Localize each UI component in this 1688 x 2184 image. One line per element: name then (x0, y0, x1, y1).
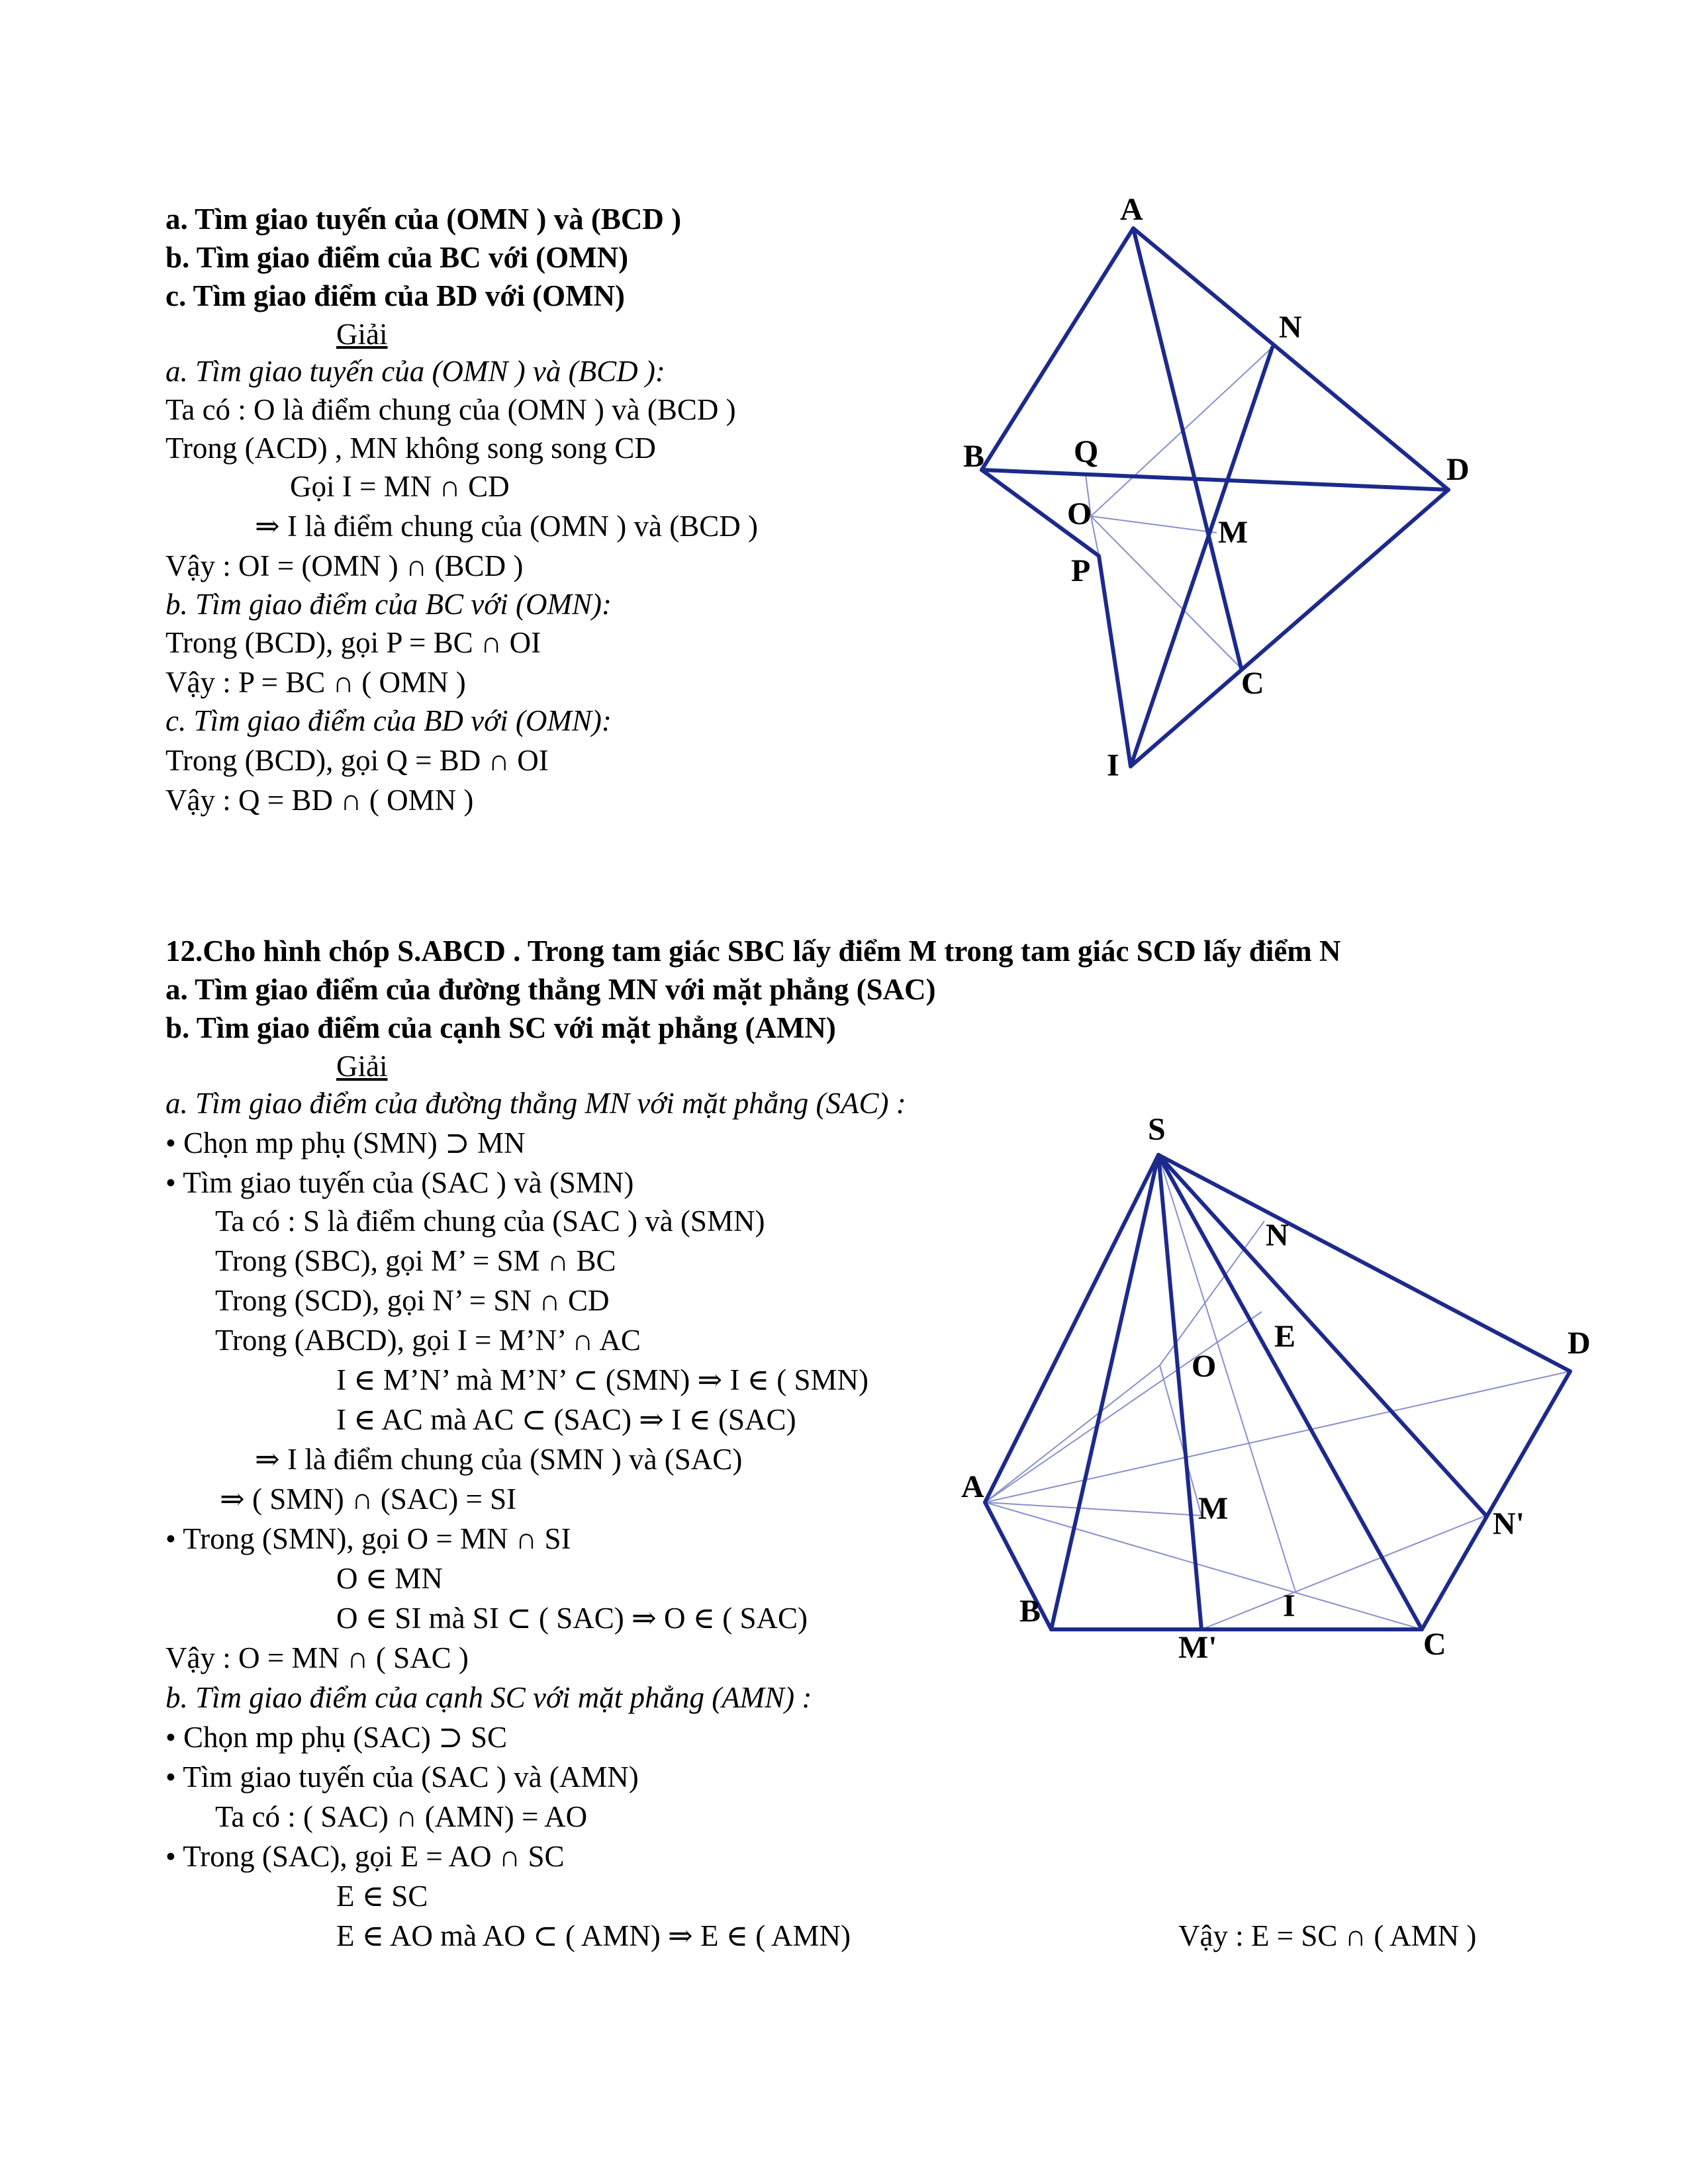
label-B: B (963, 439, 985, 474)
p12-line: • Tìm giao tuyến của (SAC ) và (SMN) (165, 1166, 634, 1199)
p12-solution-heading: Giải (336, 1050, 388, 1083)
label-N: N (1279, 310, 1302, 345)
p12-line: • Chọn mp phụ (SMN) ⊃ MN (165, 1126, 526, 1160)
edge-SA (985, 1155, 1158, 1502)
p11-line: a. Tìm giao tuyến của (OMN ) và (BCD ): (165, 355, 665, 388)
p12-line: ⇒ I là điểm chung của (SMN ) và (SAC) (255, 1443, 743, 1476)
p12-line: ⇒ ( SMN) ∩ (SAC) = SI (220, 1482, 517, 1516)
label-D: D (1568, 1326, 1591, 1361)
edge-SNp (1158, 1155, 1486, 1516)
p12-line: • Trong (SMN), gọi O = MN ∩ SI (165, 1522, 571, 1555)
p12-line: • Tìm giao tuyến của (SAC ) và (AMN) (165, 1760, 639, 1794)
label-Q: Q (1074, 434, 1099, 469)
p11-line: Trong (ACD) , MN không song song CD (165, 432, 656, 465)
p12-line: I ∈ M’N’ mà M’N’ ⊂ (SMN) ⇒ I ∈ ( SMN) (336, 1363, 869, 1396)
p11-line: Gọi I = MN ∩ CD (290, 470, 510, 503)
p12-line: Vậy : O = MN ∩ ( SAC ) (165, 1641, 469, 1674)
p11-line: b. Tìm giao điểm của BC với (OMN): (165, 588, 612, 621)
label-M: M (1198, 1491, 1229, 1526)
p11-line: c. Tìm giao điểm của BD với (OMN): (165, 704, 612, 737)
label-N-prime: N' (1493, 1506, 1524, 1541)
p11-line: Vậy : Q = BD ∩ ( OMN ) (165, 784, 474, 817)
p12-line: Ta có : S là điểm chung của (SAC ) và (SMN) (215, 1205, 765, 1238)
p11-solution-heading: Giải (336, 318, 388, 351)
aux-line-AM (985, 1502, 1201, 1516)
label-A: A (1120, 192, 1143, 227)
p11-line: ⇒ I là điểm chung của (OMN ) và (BCD ) (255, 510, 759, 543)
p11-line: Trong (BCD), gọi Q = BD ∩ OI (165, 744, 549, 777)
label-D: D (1446, 452, 1470, 487)
p12-line: Trong (SBC), gọi M’ = SM ∩ BC (215, 1244, 616, 1277)
label-M: M (1218, 515, 1248, 550)
label-E: E (1274, 1319, 1296, 1354)
p12-question-b: b. Tìm giao điểm của cạnh SC với mặt phẳng (AMN) (165, 1011, 836, 1044)
p11-line: Trong (BCD), gọi P = BC ∩ OI (165, 626, 541, 659)
p11-line: Vậy : P = BC ∩ ( OMN ) (165, 666, 466, 699)
edge-AB (985, 1502, 1051, 1629)
label-P: P (1071, 553, 1091, 588)
edge-CD (1422, 1371, 1570, 1629)
p12-line: E ∈ SC (336, 1880, 428, 1913)
p12-line: • Trong (SAC), gọi E = AO ∩ SC (165, 1840, 565, 1873)
p11-question-c: c. Tìm giao điểm của BD với (OMN) (165, 279, 626, 312)
p12-problem: 12.Cho hình chóp S.ABCD . Trong tam giác SBC lấy điểm M trong tam giác SCD lấy điểm N (165, 934, 1341, 968)
edge-SB (1051, 1155, 1158, 1629)
label-I: I (1283, 1588, 1295, 1623)
p11-line: Ta có : O là điểm chung của (OMN ) và (BCD ) (165, 393, 736, 426)
label-N: N (1266, 1218, 1289, 1253)
label-M-prime: M' (1178, 1630, 1217, 1665)
p12-line: O ∈ SI mà SI ⊂ ( SAC) ⇒ O ∈ ( SAC) (336, 1602, 808, 1635)
p12-line: O ∈ MN (336, 1562, 443, 1595)
p12-line: • Chọn mp phụ (SAC) ⊃ SC (165, 1721, 508, 1754)
p12-question-a: a. Tìm giao điểm của đường thẳng MN với mặt phẳng (SAC) (165, 973, 936, 1006)
p12-line: a. Tìm giao điểm của đường thẳng MN với mặt phẳng (SAC) : (165, 1087, 906, 1120)
p12-line: Vậy : E = SC ∩ ( AMN ) (1178, 1919, 1477, 1952)
p12-line: b. Tìm giao điểm của cạnh SC với mặt phẳng (AMN) : (165, 1681, 812, 1714)
p11-question-a: a. Tìm giao tuyến của (OMN ) và (BCD ) (165, 203, 682, 236)
p12-line: Trong (SCD), gọi N’ = SN ∩ CD (215, 1284, 610, 1317)
label-O: O (1192, 1349, 1217, 1384)
aux-line-MpNp (1201, 1516, 1486, 1629)
label-S: S (1148, 1112, 1166, 1147)
edge-SMp (1158, 1155, 1201, 1629)
aux-line-AD (985, 1371, 1570, 1502)
label-I: I (1107, 748, 1119, 783)
p12-line: Trong (ABCD), gọi I = M’N’ ∩ AC (215, 1324, 641, 1357)
label-O: O (1067, 496, 1092, 531)
p11-line: Vậy : OI = (OMN ) ∩ (BCD ) (165, 549, 524, 582)
label-C: C (1423, 1627, 1446, 1662)
aux-line-AE (985, 1312, 1262, 1502)
label-C: C (1241, 666, 1264, 701)
p12-line: E ∈ AO mà AO ⊂ ( AMN) ⇒ E ∈ ( AMN) (336, 1919, 851, 1952)
aux-line-AO (985, 1365, 1160, 1502)
p12-line: I ∈ AC mà AC ⊂ (SAC) ⇒ I ∈ (SAC) (336, 1403, 796, 1436)
label-B: B (1019, 1594, 1041, 1629)
p12-line: Ta có : ( SAC) ∩ (AMN) = AO (215, 1800, 588, 1833)
label-A: A (961, 1469, 984, 1504)
p11-question-b: b. Tìm giao điểm của BC với (OMN) (165, 241, 629, 274)
